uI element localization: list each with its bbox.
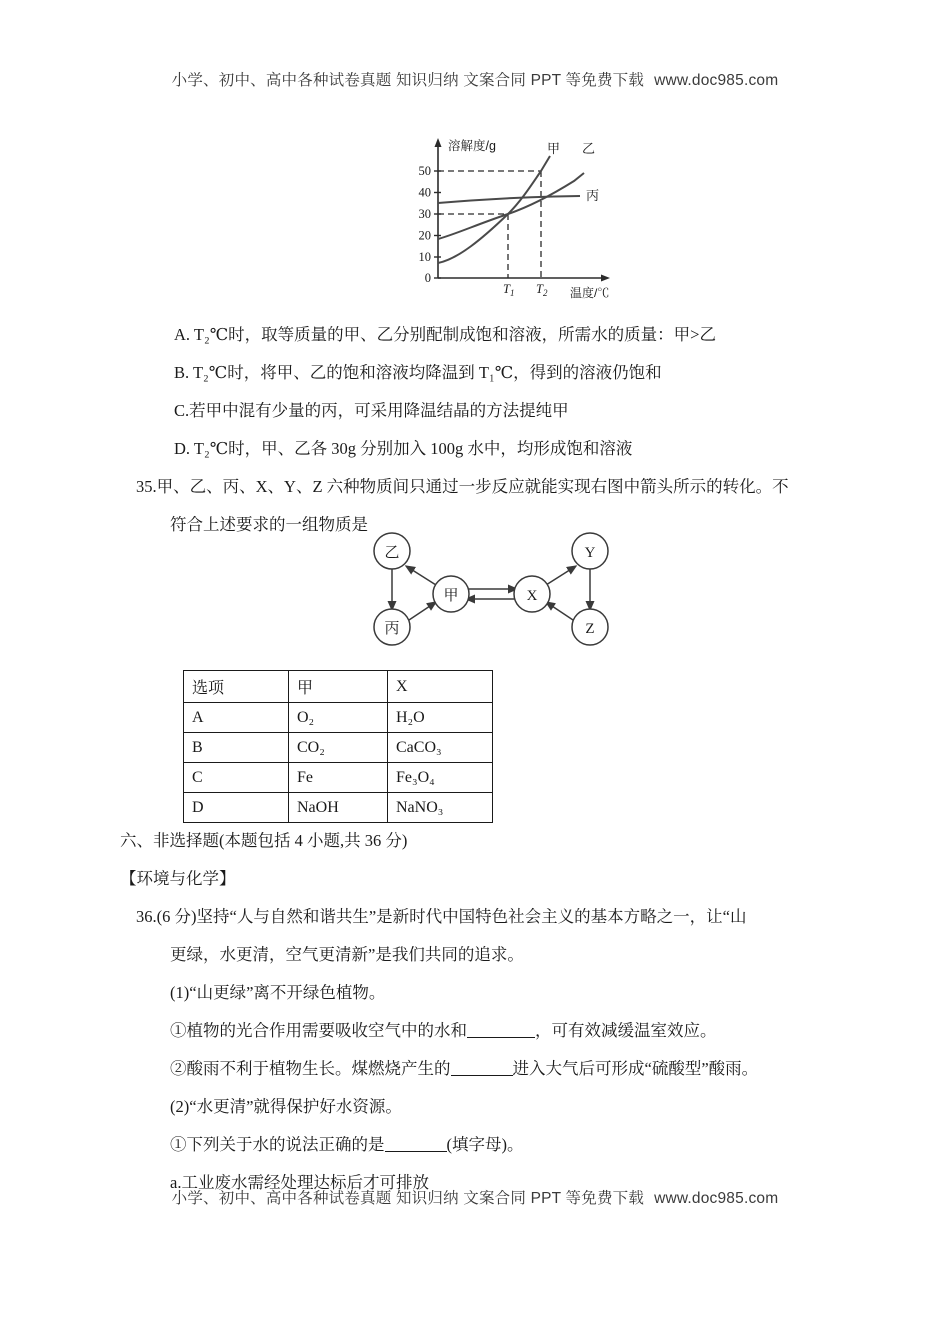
y-tick-10: 10 [418,250,431,264]
y-axis-label: 溶解度/g [448,139,496,153]
curve-label-bing: 丙 [586,188,600,203]
question-36-line2: 更绿，水更清，空气更清新”是我们共同的追求。 [170,945,524,964]
edge-z-to-x [546,602,576,622]
section-topic: 【环境与化学】 [120,869,236,888]
option-c: C.若甲中混有少量的丙，可采用降温结晶的方法提纯甲 [174,401,569,420]
edge-x-to-y [546,566,576,585]
y-tick-labels [419,164,432,285]
option-a: A. T₂℃时，取等质量的甲、乙分别配制成饱和溶液，所需水的质量：甲>乙 [174,325,716,344]
table-header-row [184,671,493,703]
option-b: B. T₂℃时，将甲、乙的饱和溶液均降温到 T₁℃，得到的溶液仍饱和 [174,363,662,382]
guide-lines [438,171,541,278]
curve-bing [438,196,580,203]
answer-blank-2[interactable] [451,1059,513,1077]
section-block [120,822,820,898]
y-tick-20: 20 [418,228,431,243]
diagram-node-labels [384,545,595,637]
question-36-part2-option-a: a.工业废水需经处理达标后才可排放 [170,1173,429,1192]
cell-jia-d: NaOH [289,793,388,823]
x-tick-t2: $T_2$ [536,282,548,298]
curve-yi [438,173,584,239]
y-tick-50: 50 [418,164,431,178]
header-watermark-text: 小学、初中、高中各种试卷真题 知识归纳 文案合同 PPT 等免费下载 [171,72,645,89]
edge-jia-to-yi [406,566,436,585]
answer-blank-1[interactable] [467,1021,535,1039]
cell-option-a: A [184,703,289,733]
cell-option-c: C [184,763,289,793]
question-36 [136,898,836,1202]
table-row [184,703,493,733]
table-row [184,763,493,793]
option-d: D. T₂℃时，甲、乙各 30g 分别加入 100g 水中，均形成饱和溶液 [174,439,633,458]
table-header-option: 选项 [184,671,289,703]
cell-jia-a: O₂ [289,703,388,733]
cell-x-d: NaNO₃ [388,793,493,823]
section-heading: 六、非选择题(本题包括 4 小题,共 36 分) [120,831,408,850]
curve-label-yi: 乙 [582,141,596,156]
question-36-part2-title: (2)“水更清”就得保护好水资源。 [170,1097,402,1116]
cell-jia-c: Fe [289,763,388,793]
substance-transformation-diagram [352,528,622,660]
answer-blank-3[interactable] [385,1135,447,1153]
x-tick-labels [503,282,548,298]
cell-x-b: CaCO₃ [388,733,493,763]
cell-x-a: H₂O [388,703,493,733]
header-watermark [0,68,950,90]
footer-watermark-text: 小学、初中、高中各种试卷真题 知识归纳 文案合同 PPT 等免费下载 [171,1190,645,1207]
part1-item2-text-b: 进入大气后可形成“硫酸型”酸雨。 [512,1059,759,1078]
y-tick-40: 40 [418,185,431,200]
question-34-options [136,316,836,468]
question-36-line1: 36.(6 分)坚持“人与自然和谐共生”是新时代中国特色社会主义的基本方略之一，让“山 [136,907,747,926]
x-axis-arrow [601,275,610,282]
question-35-line1: 35.甲、乙、丙、X、Y、Z 六种物质间只通过一步反应就能实现右图中箭头所示的转化。不 [136,477,789,496]
part1-item1-text-a: ①植物的光合作用需要吸收空气中的水和 [170,1021,467,1040]
cell-option-b: B [184,733,289,763]
part2-item1-text-a: ①下列关于水的说法正确的是 [170,1135,385,1154]
footer-watermark [0,1186,950,1208]
cell-option-d: D [184,793,289,823]
node-label-yi: 乙 [384,545,400,561]
question-36-part1-item1 [136,1012,836,1050]
question-35-line2: 符合上述要求的一组物质是 [170,515,368,534]
cell-x-c: Fe₃O₄ [388,763,493,793]
node-label-jia: 甲 [443,588,459,604]
node-label-bing: 丙 [384,621,400,637]
question-36-part2-item1 [136,1126,836,1164]
table-row [184,733,493,763]
y-axis-arrow [435,138,442,147]
solubility-chart-svg [404,132,674,304]
node-label-y: Y [584,545,596,561]
table-header-x: X [388,671,493,703]
x-tick-t1: $T_1$ [503,282,515,298]
question-36-part1-item2 [136,1050,836,1088]
part1-item1-text-b: ，可有效减缓温室效应。 [535,1021,717,1040]
table-row [184,793,493,823]
cell-jia-b: CO₂ [289,733,388,763]
part1-item2-text-a: ②酸雨不利于植物生长。煤燃烧产生的 [170,1059,451,1078]
part2-item1-text-b: (填字母)。 [446,1135,524,1154]
curve-jia [438,156,550,263]
y-tick-30: 30 [418,207,431,221]
table-header-jia: 甲 [289,671,388,703]
question-35-stem [136,468,836,544]
transformation-diagram-svg [352,528,622,660]
node-label-x: X [526,588,538,604]
x-axis-label: 温度/℃ [570,286,610,300]
node-label-z: Z [585,621,595,637]
question-36-part1-title: (1)“山更绿”离不开绿色植物。 [170,983,386,1002]
y-tick-0: 0 [424,271,431,285]
header-watermark-url: www.doc985.com [654,72,779,89]
options-table [183,670,493,823]
solubility-curve-chart [404,132,674,304]
footer-watermark-url: www.doc985.com [654,1190,779,1207]
edge-bing-to-jia [406,602,436,622]
curve-label-jia: 甲 [547,141,561,156]
